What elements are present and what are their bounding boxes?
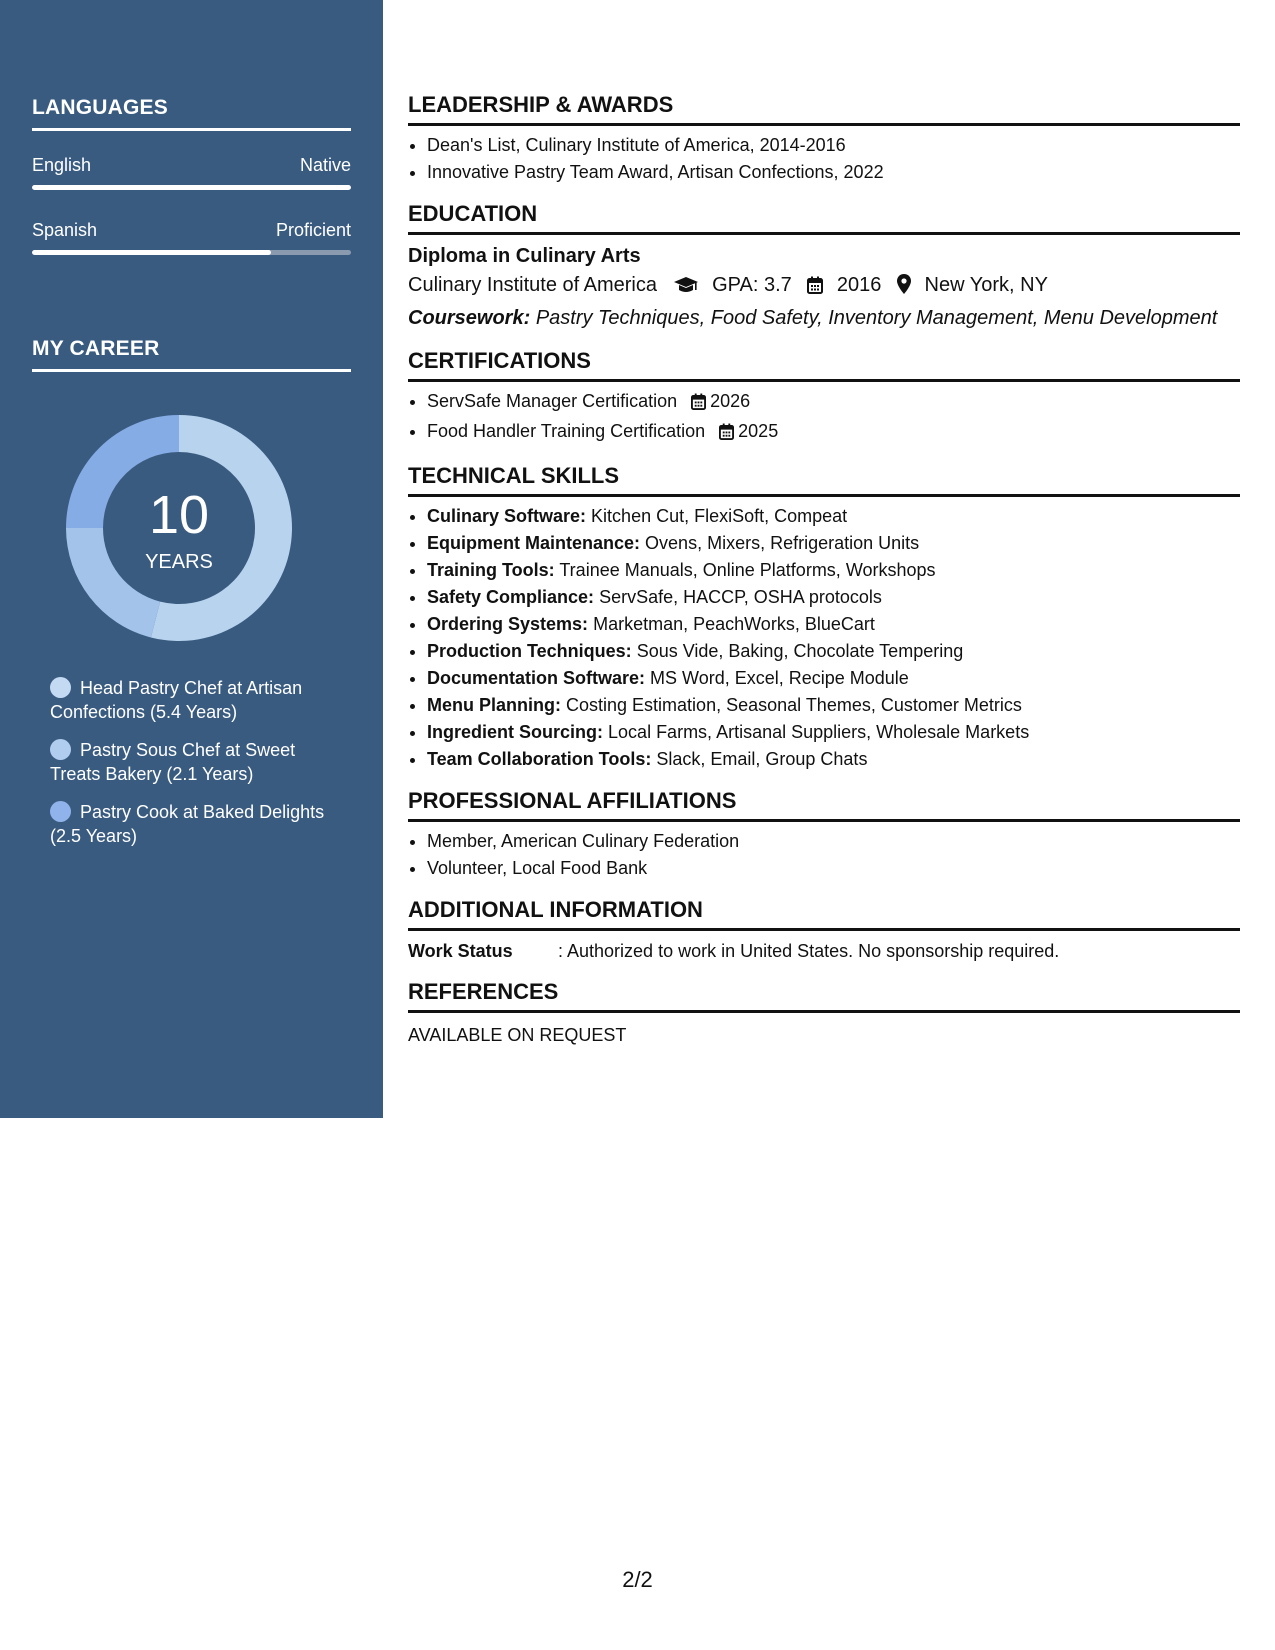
education-gpa: GPA: 3.7 bbox=[712, 274, 792, 296]
affiliations-list bbox=[408, 828, 1240, 882]
work-status-label: Work Status bbox=[408, 941, 513, 961]
career-section bbox=[32, 336, 351, 372]
education-details bbox=[408, 270, 1240, 303]
skill-label: Menu Planning: bbox=[427, 695, 561, 715]
language-proficiency-fill bbox=[32, 185, 351, 190]
legend-dot-icon bbox=[50, 739, 71, 760]
language-proficiency-bar bbox=[32, 185, 351, 190]
calendar-icon bbox=[719, 421, 734, 448]
skill-value: Ovens, Mixers, Refrigeration Units bbox=[645, 533, 920, 553]
additional-info-section bbox=[408, 897, 1240, 964]
skill-value: Marketman, PeachWorks, BlueCart bbox=[593, 614, 875, 634]
coursework-label: Coursework: bbox=[408, 307, 531, 329]
section-heading: CERTIFICATIONS bbox=[408, 348, 1240, 382]
list-item: • Dean's List, Culinary Institute of America, 2014-2016 bbox=[427, 132, 1240, 159]
career-item-label: Pastry Cook at Baked Delights (2.5 Years) bbox=[50, 802, 325, 846]
skill-item bbox=[427, 719, 1240, 746]
skill-item bbox=[427, 611, 1240, 638]
certification-name: ServSafe Manager Certification bbox=[427, 391, 678, 411]
coursework-text: Pastry Techniques, Food Safety, Inventory Management, Menu Development bbox=[535, 307, 1218, 329]
certification-year: 2026 bbox=[710, 391, 751, 411]
skill-value: Local Farms, Artisanal Suppliers, Wholesale Markets bbox=[608, 722, 1030, 742]
certification-year: 2025 bbox=[738, 421, 779, 441]
page-number: 2/2 bbox=[622, 1567, 653, 1592]
skill-label: Production Techniques: bbox=[427, 641, 632, 661]
education-year: 2016 bbox=[836, 274, 882, 296]
skill-label: Ingredient Sourcing: bbox=[427, 722, 604, 742]
education-location: New York, NY bbox=[924, 274, 1048, 296]
career-item bbox=[50, 800, 340, 848]
list-item: • Member, American Culinary Federation bbox=[427, 828, 1240, 855]
language-level: Native bbox=[299, 155, 351, 175]
calendar-icon bbox=[807, 273, 823, 303]
section-heading: ADDITIONAL INFORMATION bbox=[408, 897, 1240, 931]
work-status-row bbox=[408, 938, 1240, 964]
certification-name: Food Handler Training Certification bbox=[427, 421, 706, 441]
skill-value: MS Word, Excel, Recipe Module bbox=[650, 668, 909, 688]
skill-value: Sous Vide, Baking, Chocolate Tempering bbox=[636, 641, 964, 661]
career-total-years: 10 bbox=[148, 485, 210, 545]
skill-value: Kitchen Cut, FlexiSoft, Compeat bbox=[591, 506, 848, 526]
list-item: • Innovative Pastry Team Award, Artisan Confections, 2022 bbox=[427, 159, 1240, 186]
skill-value: ServSafe, HACCP, OSHA protocols bbox=[599, 587, 882, 607]
career-item-label: Pastry Sous Chef at Sweet Treats Bakery (2.1 Years) bbox=[50, 740, 296, 784]
donut-center bbox=[66, 415, 292, 641]
career-list bbox=[50, 676, 340, 862]
section-heading: PROFESSIONAL AFFILIATIONS bbox=[408, 788, 1240, 822]
skill-item bbox=[427, 584, 1240, 611]
language-item bbox=[32, 219, 351, 255]
languages-section bbox=[32, 95, 351, 255]
skill-item bbox=[427, 692, 1240, 719]
work-status-value: : Authorized to work in United States. No sponsorship required. bbox=[558, 941, 1060, 961]
education-section bbox=[408, 201, 1240, 333]
sidebar bbox=[0, 0, 383, 1118]
certifications-section bbox=[408, 348, 1240, 448]
skill-label: Safety Compliance: bbox=[427, 587, 595, 607]
references-section bbox=[408, 979, 1240, 1048]
section-heading: REFERENCES bbox=[408, 979, 1240, 1013]
education-coursework bbox=[408, 303, 1240, 333]
references-text: AVAILABLE ON REQUEST bbox=[408, 1025, 627, 1045]
list-item bbox=[427, 388, 1240, 418]
education-school: Culinary Institute of America bbox=[408, 274, 657, 296]
section-heading: TECHNICAL SKILLS bbox=[408, 463, 1240, 497]
language-name: English bbox=[32, 155, 92, 175]
skill-item bbox=[427, 746, 1240, 773]
languages-heading: LANGUAGES bbox=[32, 95, 351, 131]
career-item bbox=[50, 676, 340, 724]
language-level: Proficient bbox=[275, 220, 351, 240]
career-donut-chart bbox=[66, 415, 292, 641]
affiliations-section bbox=[408, 788, 1240, 882]
skill-label: Culinary Software: bbox=[427, 506, 587, 526]
leadership-section bbox=[408, 92, 1240, 186]
section-heading: LEADERSHIP & AWARDS bbox=[408, 92, 1240, 126]
list-item: • Volunteer, Local Food Bank bbox=[427, 855, 1240, 882]
career-item bbox=[50, 738, 340, 786]
career-heading: MY CAREER bbox=[32, 336, 351, 372]
list-item bbox=[427, 418, 1240, 448]
skill-value: Trainee Manuals, Online Platforms, Workshops bbox=[559, 560, 936, 580]
skills-section bbox=[408, 463, 1240, 773]
legend-dot-icon bbox=[50, 801, 71, 822]
graduation-cap-icon bbox=[673, 273, 699, 303]
language-proficiency-bar bbox=[32, 250, 351, 255]
calendar-icon bbox=[691, 391, 706, 418]
language-name: Spanish bbox=[32, 220, 98, 240]
skill-value: Costing Estimation, Seasonal Themes, Customer Metrics bbox=[566, 695, 1022, 715]
skill-value: Slack, Email, Group Chats bbox=[656, 749, 868, 769]
leadership-list bbox=[408, 132, 1240, 186]
legend-dot-icon bbox=[50, 677, 71, 698]
skill-item bbox=[427, 665, 1240, 692]
skill-label: Ordering Systems: bbox=[427, 614, 589, 634]
skill-item bbox=[427, 503, 1240, 530]
career-total-unit: YEARS bbox=[145, 551, 213, 573]
skill-label: Training Tools: bbox=[427, 560, 555, 580]
language-proficiency-fill bbox=[32, 250, 271, 255]
section-heading: EDUCATION bbox=[408, 201, 1240, 235]
location-pin-icon bbox=[897, 273, 911, 303]
skills-list bbox=[408, 503, 1240, 773]
skill-label: Documentation Software: bbox=[427, 668, 646, 688]
career-item-label: Head Pastry Chef at Artisan Confections (5.4 Years) bbox=[50, 678, 303, 722]
language-item bbox=[32, 154, 351, 190]
main-content bbox=[408, 92, 1240, 1063]
skill-label: Equipment Maintenance: bbox=[427, 533, 641, 553]
education-degree: Diploma in Culinary Arts bbox=[408, 245, 641, 267]
certifications-list bbox=[408, 388, 1240, 448]
skill-item bbox=[427, 638, 1240, 665]
skill-label: Team Collaboration Tools: bbox=[427, 749, 652, 769]
skill-item bbox=[427, 530, 1240, 557]
skill-item bbox=[427, 557, 1240, 584]
